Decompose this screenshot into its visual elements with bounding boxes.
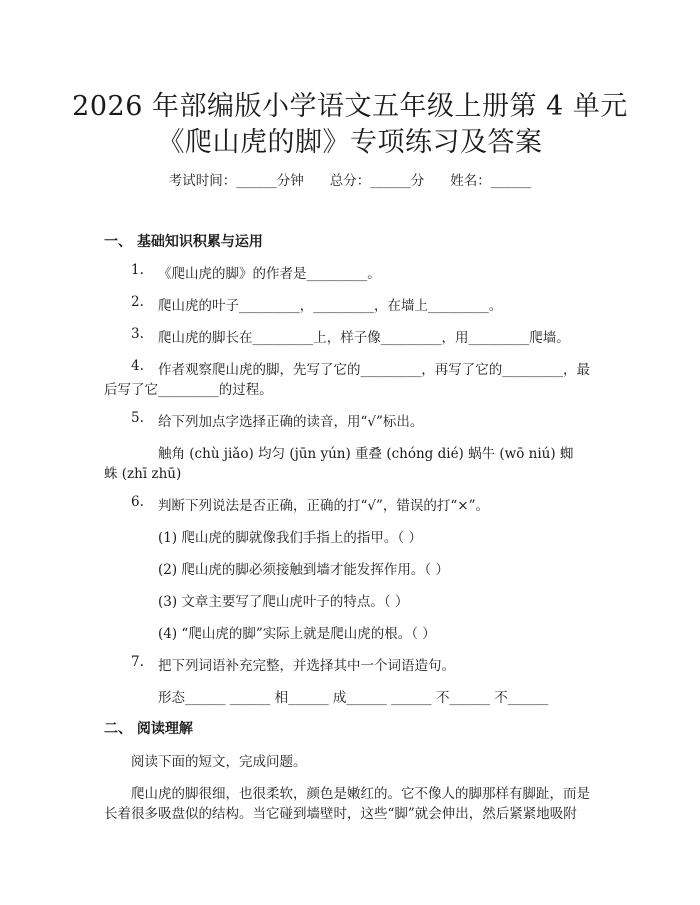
reading-passage-line2: 长着很多吸盘似的结构。当它碰到墙壁时，这些“脚”就会伸出，然后紧紧地吸附: [104, 806, 577, 822]
exam-info-row: [0, 169, 700, 189]
exam-time: 考试时间：______分钟: [168, 173, 304, 189]
q7-words: 形态______ ______ 相______ 成______ ______ 不______ 不______: [158, 690, 549, 706]
q1-number: 1.: [131, 262, 144, 278]
q5-text: 给下列加点字选择正确的读音，用“√”标出。: [158, 414, 424, 430]
exam-score: 总分：______分: [329, 173, 425, 189]
q4-text-line2: 后写了它_________的过程。: [104, 382, 273, 398]
section2-heading: 二、 阅读理解: [104, 721, 193, 737]
q6-text: 判断下列说法是否正确，正确的打“√”，错误的打“×”。: [158, 498, 490, 514]
q7-text: 把下列词语补充完整，并选择其中一个词语造句。: [158, 658, 455, 674]
q5-options-line1: 触角 (chù jiǎo) 均匀 (jūn yún) 重叠 (chóng dié) 蜗牛 (wō niú) 蜘: [158, 446, 574, 462]
q6-item-3: (3) 文章主要写了爬山虎叶子的特点。（ ）: [158, 594, 409, 610]
section1-heading: 一、 基础知识积累与运用: [104, 234, 263, 250]
document-title-line1: 2026 年部编版小学语文五年级上册第 4 单元: [72, 91, 628, 122]
q6-number: 6.: [131, 494, 144, 510]
q4-text-line1: 作者观察爬山虎的脚，先写了它的_________，再写了它的_________，最: [158, 362, 590, 378]
q5-options-line2: 蛛 (zhī zhū): [104, 466, 182, 482]
q2-number: 2.: [131, 294, 144, 310]
q1-text: 《爬山虎的脚》的作者是_________。: [158, 266, 381, 282]
reading-passage-line1: 爬山虎的脚很细，也很柔软，颜色是嫩红的。它不像人的脚那样有脚趾，而是: [131, 786, 590, 802]
document-title-line2: 《爬山虎的脚》专项练习及答案: [157, 127, 543, 158]
exam-name: 姓名：______: [450, 173, 532, 189]
q6-item-4: (4) “爬山虎的脚”实际上就是爬山虎的根。（ ）: [158, 626, 436, 642]
q6-item-2: (2) 爬山虎的脚必须接触到墙才能发挥作用。（ ）: [158, 562, 449, 578]
q7-number: 7.: [131, 654, 144, 670]
q2-text: 爬山虎的叶子_________，_________，在墙上_________。: [158, 298, 503, 314]
q4-number: 4.: [131, 358, 144, 374]
q5-number: 5.: [131, 410, 144, 426]
q3-text: 爬山虎的脚长在_________上，样子像_________，用_________爬墙。: [158, 330, 570, 346]
reading-intro: 阅读下面的短文，完成问题。: [131, 754, 307, 770]
q3-number: 3.: [131, 326, 144, 342]
q6-item-1: (1) 爬山虎的脚就像我们手指上的指甲。（ ）: [158, 530, 422, 546]
